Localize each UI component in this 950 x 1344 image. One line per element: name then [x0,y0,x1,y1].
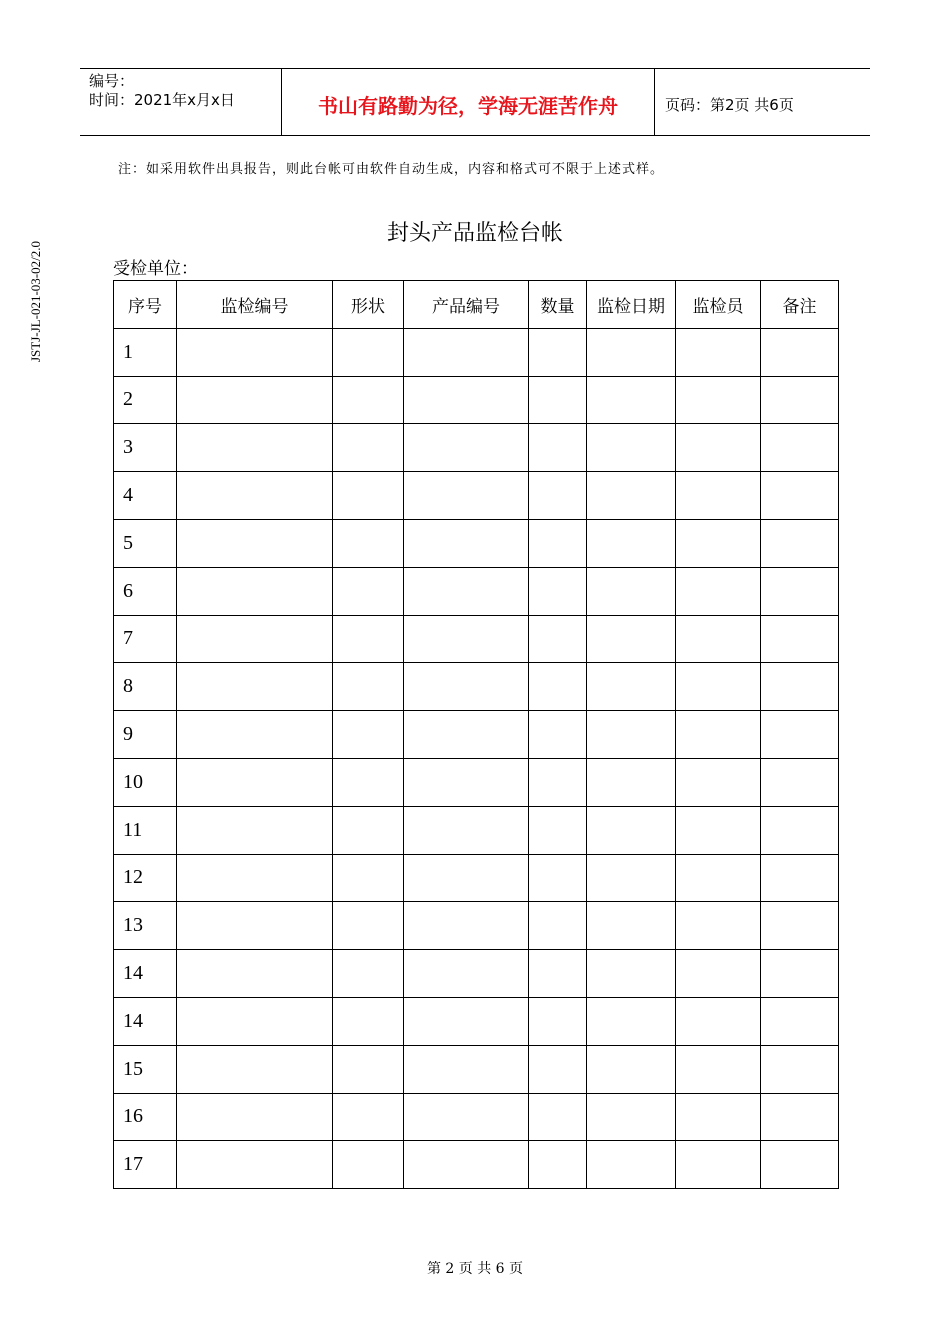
empty-cell [761,472,839,520]
table-row [114,567,839,615]
empty-cell [761,1093,839,1141]
empty-cell [587,1141,676,1189]
row-number: 10 [114,758,177,806]
empty-cell [761,328,839,376]
note-text: 注：如采用软件出具报告，则此台帐可由软件自动生成，内容和格式可不限于上述式样。 [118,162,665,177]
empty-cell [333,1093,404,1141]
empty-cell [761,950,839,998]
page-title: 封头产品监检台帐 [386,221,563,246]
empty-cell [333,806,404,854]
table-row [114,328,839,376]
table-row [114,997,839,1045]
empty-cell [404,424,529,472]
row-number: 4 [114,472,177,520]
empty-cell [333,1045,404,1093]
empty-cell [761,711,839,759]
empty-cell [404,663,529,711]
table-row [114,1141,839,1189]
empty-cell [177,806,333,854]
empty-cell [587,711,676,759]
empty-cell [333,615,404,663]
empty-cell [529,663,587,711]
empty-cell [529,1045,587,1093]
empty-cell [333,567,404,615]
empty-cell [761,376,839,424]
empty-cell [676,854,761,902]
empty-cell [333,950,404,998]
column-header: 监检员 [676,281,761,329]
empty-cell [404,1093,529,1141]
table-row [114,806,839,854]
empty-cell [761,663,839,711]
column-header: 形状 [333,281,404,329]
row-number: 14 [114,950,177,998]
table-row [114,711,839,759]
empty-cell [761,806,839,854]
table-row [114,472,839,520]
empty-cell [529,854,587,902]
column-header: 监检编号 [177,281,333,329]
empty-cell [333,663,404,711]
row-number: 17 [114,1141,177,1189]
empty-cell [587,806,676,854]
empty-cell [404,472,529,520]
empty-cell [177,328,333,376]
empty-cell [333,328,404,376]
empty-cell [177,997,333,1045]
empty-cell [529,950,587,998]
empty-cell [404,615,529,663]
document-code: JSTJ-JL-021-03-02/2.0 [28,241,43,362]
empty-cell [676,567,761,615]
empty-cell [404,376,529,424]
empty-cell [333,376,404,424]
empty-cell [177,519,333,567]
empty-cell [333,424,404,472]
empty-cell [676,328,761,376]
row-number: 7 [114,615,177,663]
empty-cell [676,711,761,759]
empty-cell [761,1045,839,1093]
row-number: 14 [114,997,177,1045]
table-row [114,758,839,806]
empty-cell [404,997,529,1045]
empty-cell [529,328,587,376]
empty-cell [676,1093,761,1141]
empty-cell [177,950,333,998]
inspected-unit-label: 受检单位： [113,259,198,279]
empty-cell [177,1093,333,1141]
empty-cell [529,615,587,663]
empty-cell [404,1045,529,1093]
date-label: 时间：2021年x月x日 [89,91,235,109]
column-header: 监检日期 [587,281,676,329]
empty-cell [676,997,761,1045]
empty-cell [333,997,404,1045]
empty-cell [676,615,761,663]
empty-cell [333,711,404,759]
empty-cell [529,376,587,424]
empty-cell [676,806,761,854]
empty-cell [587,328,676,376]
empty-cell [177,567,333,615]
empty-cell [529,711,587,759]
row-number: 16 [114,1093,177,1141]
header-meta [80,69,282,135]
empty-cell [529,806,587,854]
empty-cell [587,1093,676,1141]
empty-cell [333,519,404,567]
empty-cell [529,424,587,472]
row-number: 8 [114,663,177,711]
empty-cell [676,424,761,472]
header-page-info: 页码：第2页 共6页 [665,95,794,114]
empty-cell [177,902,333,950]
empty-cell [177,424,333,472]
row-number: 15 [114,1045,177,1093]
empty-cell [676,472,761,520]
empty-cell [404,567,529,615]
empty-cell [177,758,333,806]
empty-cell [529,472,587,520]
table-row [114,950,839,998]
empty-cell [333,902,404,950]
empty-cell [761,854,839,902]
empty-cell [333,854,404,902]
empty-cell [529,519,587,567]
empty-cell [177,615,333,663]
empty-cell [676,1141,761,1189]
empty-cell [177,1141,333,1189]
empty-cell [404,1141,529,1189]
empty-cell [587,902,676,950]
empty-cell [177,472,333,520]
empty-cell [529,902,587,950]
table-row [114,1045,839,1093]
empty-cell [587,1045,676,1093]
column-header: 产品编号 [404,281,529,329]
empty-cell [587,519,676,567]
empty-cell [676,1045,761,1093]
column-header: 备注 [761,281,839,329]
table-header-row [114,281,839,329]
row-number: 12 [114,854,177,902]
empty-cell [587,758,676,806]
empty-cell [676,902,761,950]
column-header: 序号 [114,281,177,329]
empty-cell [529,1093,587,1141]
empty-cell [676,663,761,711]
empty-cell [587,472,676,520]
empty-cell [676,950,761,998]
empty-cell [404,806,529,854]
row-number: 1 [114,328,177,376]
empty-cell [404,854,529,902]
table-row [114,376,839,424]
empty-cell [676,376,761,424]
page-footer: 第 2 页 共 6 页 [426,1261,524,1277]
empty-cell [587,997,676,1045]
empty-cell [676,519,761,567]
table-row [114,902,839,950]
empty-cell [177,711,333,759]
empty-cell [404,519,529,567]
empty-cell [333,758,404,806]
empty-cell [404,902,529,950]
column-header: 数量 [529,281,587,329]
empty-cell [761,1141,839,1189]
empty-cell [587,663,676,711]
empty-cell [761,758,839,806]
empty-cell [177,854,333,902]
empty-cell [404,758,529,806]
empty-cell [587,424,676,472]
empty-cell [587,376,676,424]
inspection-ledger-table [113,280,839,1189]
empty-cell [333,472,404,520]
empty-cell [333,1141,404,1189]
row-number: 11 [114,806,177,854]
empty-cell [587,854,676,902]
empty-cell [761,567,839,615]
row-number: 6 [114,567,177,615]
empty-cell [404,950,529,998]
row-number: 13 [114,902,177,950]
empty-cell [676,758,761,806]
code-label: 编号： [89,72,135,90]
empty-cell [587,567,676,615]
table-row [114,615,839,663]
table-row [114,1093,839,1141]
empty-cell [177,376,333,424]
empty-cell [587,615,676,663]
page-header [80,68,870,136]
header-motto: 书山有路勤为径，学海无涯苦作舟 [282,69,655,135]
empty-cell [761,902,839,950]
empty-cell [177,663,333,711]
row-number: 9 [114,711,177,759]
empty-cell [529,997,587,1045]
row-number: 2 [114,376,177,424]
empty-cell [761,997,839,1045]
empty-cell [529,1141,587,1189]
table-body [114,328,839,1188]
table-row [114,424,839,472]
empty-cell [761,615,839,663]
empty-cell [587,950,676,998]
empty-cell [404,328,529,376]
row-number: 5 [114,519,177,567]
row-number: 3 [114,424,177,472]
empty-cell [761,519,839,567]
table-row [114,663,839,711]
table-row [114,519,839,567]
empty-cell [404,711,529,759]
empty-cell [761,424,839,472]
empty-cell [529,567,587,615]
empty-cell [177,1045,333,1093]
empty-cell [529,758,587,806]
table-row [114,854,839,902]
